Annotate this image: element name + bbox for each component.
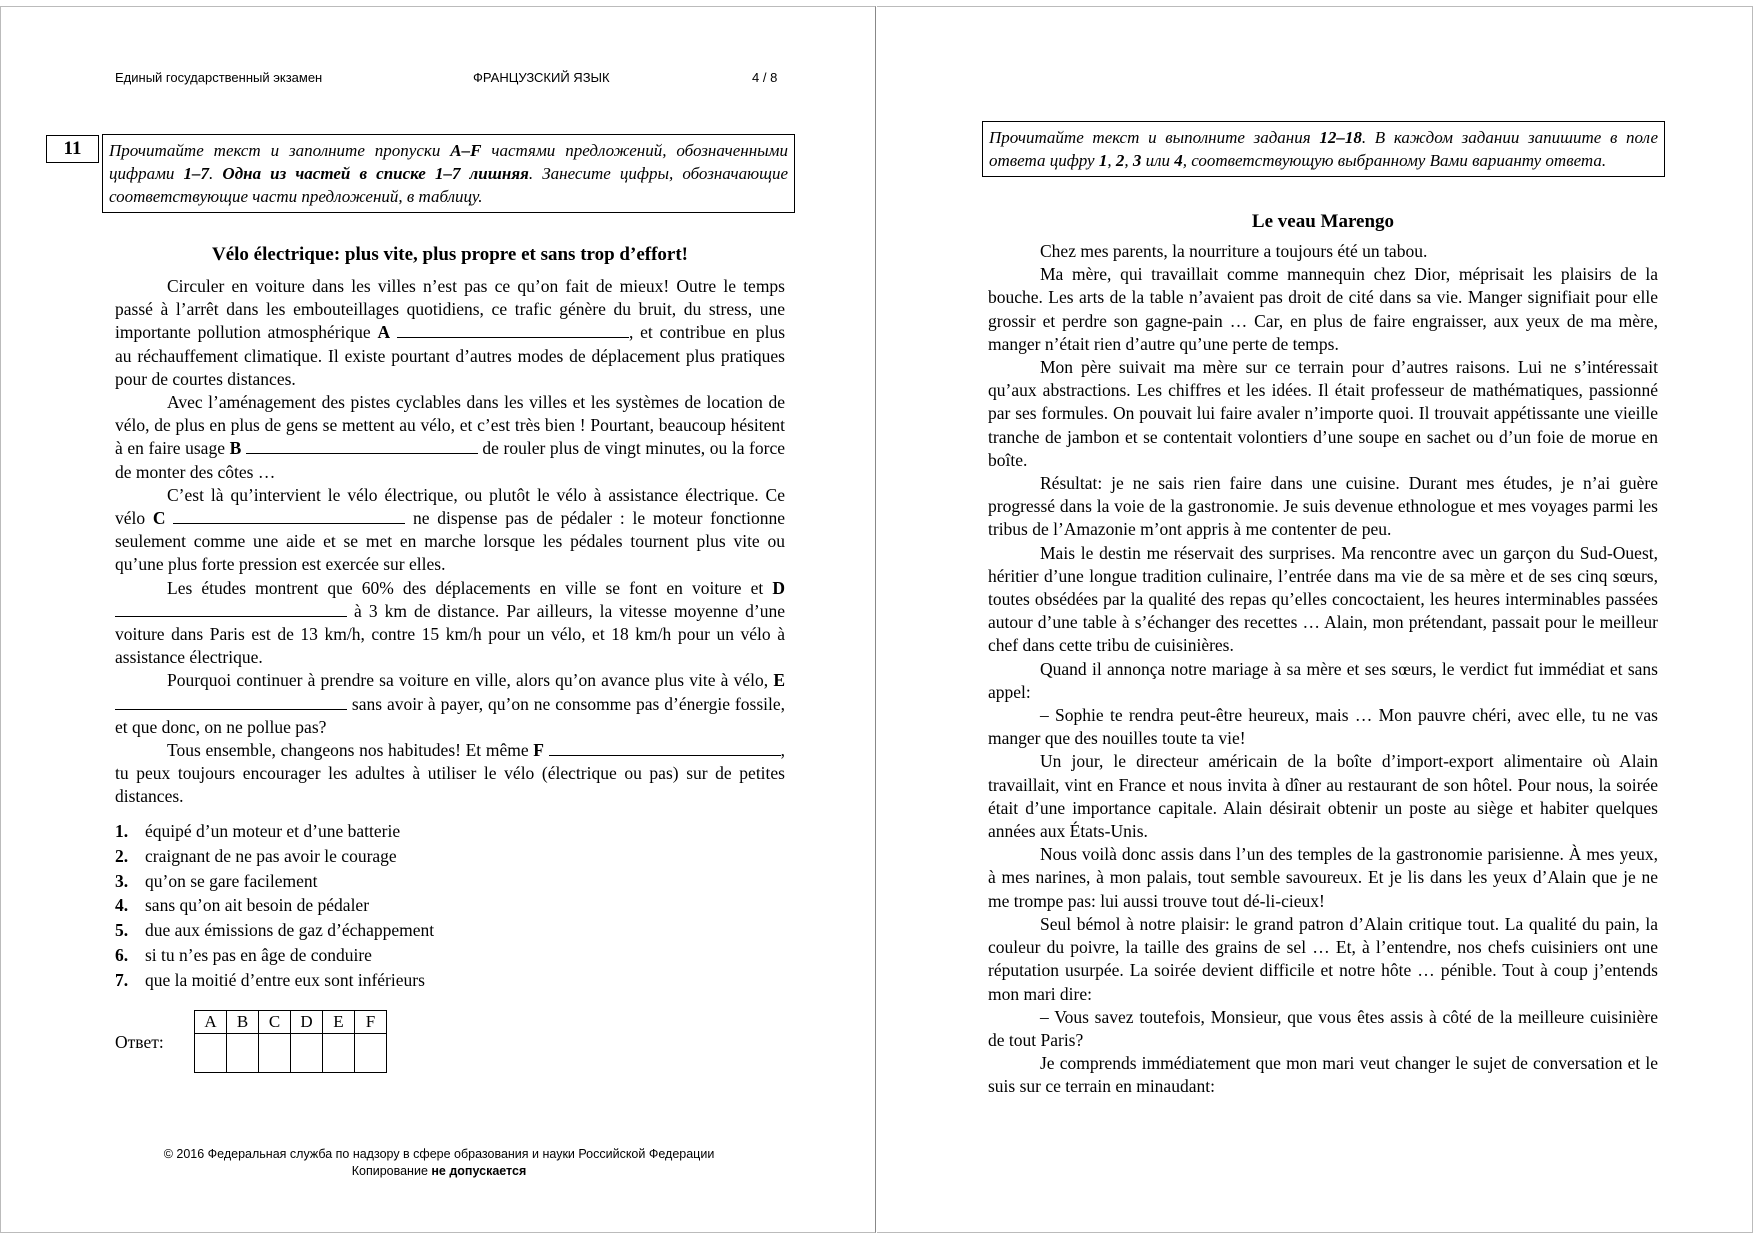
answer-cell-a[interactable] [195, 1034, 227, 1073]
options-list [115, 819, 434, 993]
answer-cell-c[interactable] [259, 1034, 291, 1073]
answer-col-d: D [291, 1011, 323, 1034]
paragraph: Avec l’aménagement des pistes cyclables dans les villes et les systèmes de location de vélo, de plus en plus de gens se mettent au vélo, et c’est très bien ! Pourtant, beaucoup hésitent à en faire usage B de rouler plus de vingt minutes, ou la force de monter des côtes … [115, 392, 786, 482]
list-item: 7. que la moitié d’entre eux sont inférieurs [115, 969, 425, 990]
paragraph: Ma mère, qui travaillait comme mannequin chez Dior, méprisait les plaisirs de la bouche. Les arts de la table n’avaient pas droit de cité dans sa vie. Manger signifiait pour elle grossir et perdre son gagne-pain … Car, en plus de faire engraisser, aux yeux de ma mère, manger n’était rien d’autre qu’une perte de temps. [988, 264, 1658, 354]
exam-header: Единый государственный экзамен [115, 70, 323, 85]
paragraph: Circuler en voiture dans les villes n’est pas ce qu’on fait de mieux! Outre le temps passé à l’arrêt dans les embouteillages quotidiens, ce trafic génère du bruit, du stress, une importante pollution atmosphérique A , et contribue en plus au réchauffement climatique. Il existe pourtant d’autres modes de déplacement plus pratiques pour de courtes distances. [115, 276, 785, 389]
paragraph: Pourquoi continuer à prendre sa voiture en ville, alors qu’on avance plus vite à vélo, E sans avoir à payer, qu’on ne consomme pas d’énergie fossile, et que donc, on ne pollue pas? [115, 670, 785, 737]
paragraph: Mais le destin me réservait des surprises. Ma rencontre avec un garçon du Sud-Ouest, héritier d’une longue tradition culinaire, l’entrée dans ma vie de sa mère et de ses cinq sœurs, toutes obsédées par la qualité des repas qu’elles concoctaient, les heures interminables passées autour d’une table à s’échanger des recettes … Alain, mon prétendant, passait pour le meilleur chef dans cette tribu de cuisinières. [988, 542, 1658, 656]
paragraph: Je comprends immédiatement que mon mari veut changer le sujet de conversation et le suis sur ce terrain en minaudant: [988, 1053, 1658, 1097]
article-title: Vélo électrique: plus vite, plus propre et sans trop d’effort! [211, 244, 688, 265]
paragraph: Quand il annonça notre mariage à sa mère et ses sœurs, le verdict fut immédiat et sans appel: [988, 658, 1658, 702]
paragraph: Les études montrent que 60% des déplacements en ville se font en voiture et D à 3 km de distance. Par ailleurs, la vitesse moyenne d’une voiture dans Paris est de 13 km/h, contre 15 km/h pour un vélo, et 18 km/h pour un vélo à assistance électrique. [115, 577, 785, 668]
list-item: 4. sans qu’on ait besoin de pédaler [115, 895, 370, 916]
answer-col-b: B [227, 1011, 259, 1034]
page-number: 4 / 8 [752, 70, 778, 85]
subject-header: ФРАНЦУЗСКИЙ ЯЗЫК [473, 70, 610, 85]
answer-cell-d[interactable] [291, 1034, 323, 1073]
left-page [0, 6, 876, 1233]
answer-col-c: C [259, 1011, 291, 1034]
paragraph: C’est là qu’intervient le vélo électrique, ou plutôt le vélo à assistance électrique. Ce vélo C ne dispense pas de pédaler : le moteur fonctionne seulement comme une aide et se met en marche lorsque les pédales tournent plus vite ou qu’une plus forte pression est exercée sur elles. [115, 484, 785, 575]
footer-copyright: © 2016 Федеральная служба по надзору в сфере образования и науки Российской Федерации [163, 1147, 715, 1161]
task-number: 11 [46, 135, 99, 163]
list-item: 6. si tu n’es pas en âge de conduire [115, 944, 372, 965]
paragraph: Un jour, le directeur américain de la boîte d’import-export alimentaire où Alain travaillait, vint en France et nous invita à dîner au restaurant de son hôtel. Pour nous, la soirée était d’une importance capitale. Alain désirait obtenir un poste au siège et habiter quelques années aux États-Unis. [988, 751, 1658, 842]
answer-label: Ответ: [115, 1032, 164, 1052]
list-item: 1. équipé d’un moteur et d’une batterie [115, 821, 401, 841]
list-item: 2. craignant de ne pas avoir le courage [115, 845, 397, 866]
answer-col-e: E [323, 1011, 355, 1034]
task12-instruction: Прочитайте текст и выполните задания 12–18. В каждом задании запишите в поле ответа цифру 1, 2, 3 или 4, соответствующую выбранному Вами варианту ответа. [982, 121, 1665, 177]
paragraph: – Vous savez toutefois, Monsieur, que vous êtes assis à côté de la meilleure cuisinière de tout Paris? [988, 1006, 1658, 1050]
paragraph: – Sophie te rendra peut-être heureux, mais … Mon pauvre chéri, avec elle, tu ne vas manger que des nouilles toute ta vie! [988, 705, 1658, 749]
footer [1, 1146, 877, 1180]
paragraph: Seul bémol à notre plaisir: le grand patron d’Alain critique tout. La qualité du pain, la couleur du poivre, la taille des grains de sel … Et, à l’entendre, nos chefs cuisiniers ont une réputation usurpée. La soirée devient difficile et notre hôte … pénible. Tout à coup j’entends mon mari dire: [988, 913, 1658, 1004]
paragraph: Tous ensemble, changeons nos habitudes! Et même F , tu peux toujours encourager les adultes à utiliser le vélo (électrique ou pas) sur de petites distances. [115, 740, 786, 807]
right-page [877, 6, 1753, 1233]
list-item: 5. due aux émissions de gaz d’échappement [115, 920, 435, 941]
list-item: 3. qu’on se gare facilement [115, 870, 318, 891]
answer-col-f: F [355, 1011, 387, 1034]
article-text [115, 275, 785, 809]
task11-instruction: Прочитайте текст и заполните пропуски A–F частями предложений, обозначенными цифрами 1–7. Одна из частей в списке 1–7 лишняя. Занесите цифры, обозначающие соответствующие части предложений, в таблицу. [102, 134, 795, 213]
paragraph: Nous voilà donc assis dans l’un des temples de la gastronomie parisienne. À mes yeux, à mes narines, à mon palais, tout semble savoureux. Et je lis dans les yeux d’Alain que je ne me trompe pas: lui aussi trouve tout dé-li-cieux! [988, 844, 1658, 911]
answer-cell-f[interactable] [355, 1034, 387, 1073]
answer-cell-b[interactable] [227, 1034, 259, 1073]
paragraph: Mon père suivait ma mère sur ce terrain pour d’autres raisons. Lui ne s’intéressait qu’aux abstractions. Les chiffres et les idées. Il était professeur de mathématiques, passionné par ses formules. On pouvait lui faire avaler n’importe quoi. Il trouvait appétissante une vieille tranche de jambon et se contentait volontiers d’une soupe en sachet ou d’un foie de morue en boîte. [988, 357, 1658, 470]
story-title: Le veau Marengo [1251, 211, 1395, 232]
answer-table [194, 1010, 387, 1073]
paragraph: Résultat: je ne sais rien faire dans une cuisine. Durant mes études, je n’ai guère progressé dans la voie de la gastronomie. Je suis devenue ethnologue et mes voyages parmi les tribus de l’Amazonie m’ont appris à me contenter de peu. [988, 473, 1658, 540]
answer-col-a: A [195, 1011, 227, 1034]
story-text [988, 240, 1658, 1099]
answer-cell-e[interactable] [323, 1034, 355, 1073]
paragraph: Chez mes parents, la nourriture a toujours été un tabou. [1040, 241, 1428, 261]
footer-copy-notice: Копирование не допускается [351, 1164, 527, 1178]
